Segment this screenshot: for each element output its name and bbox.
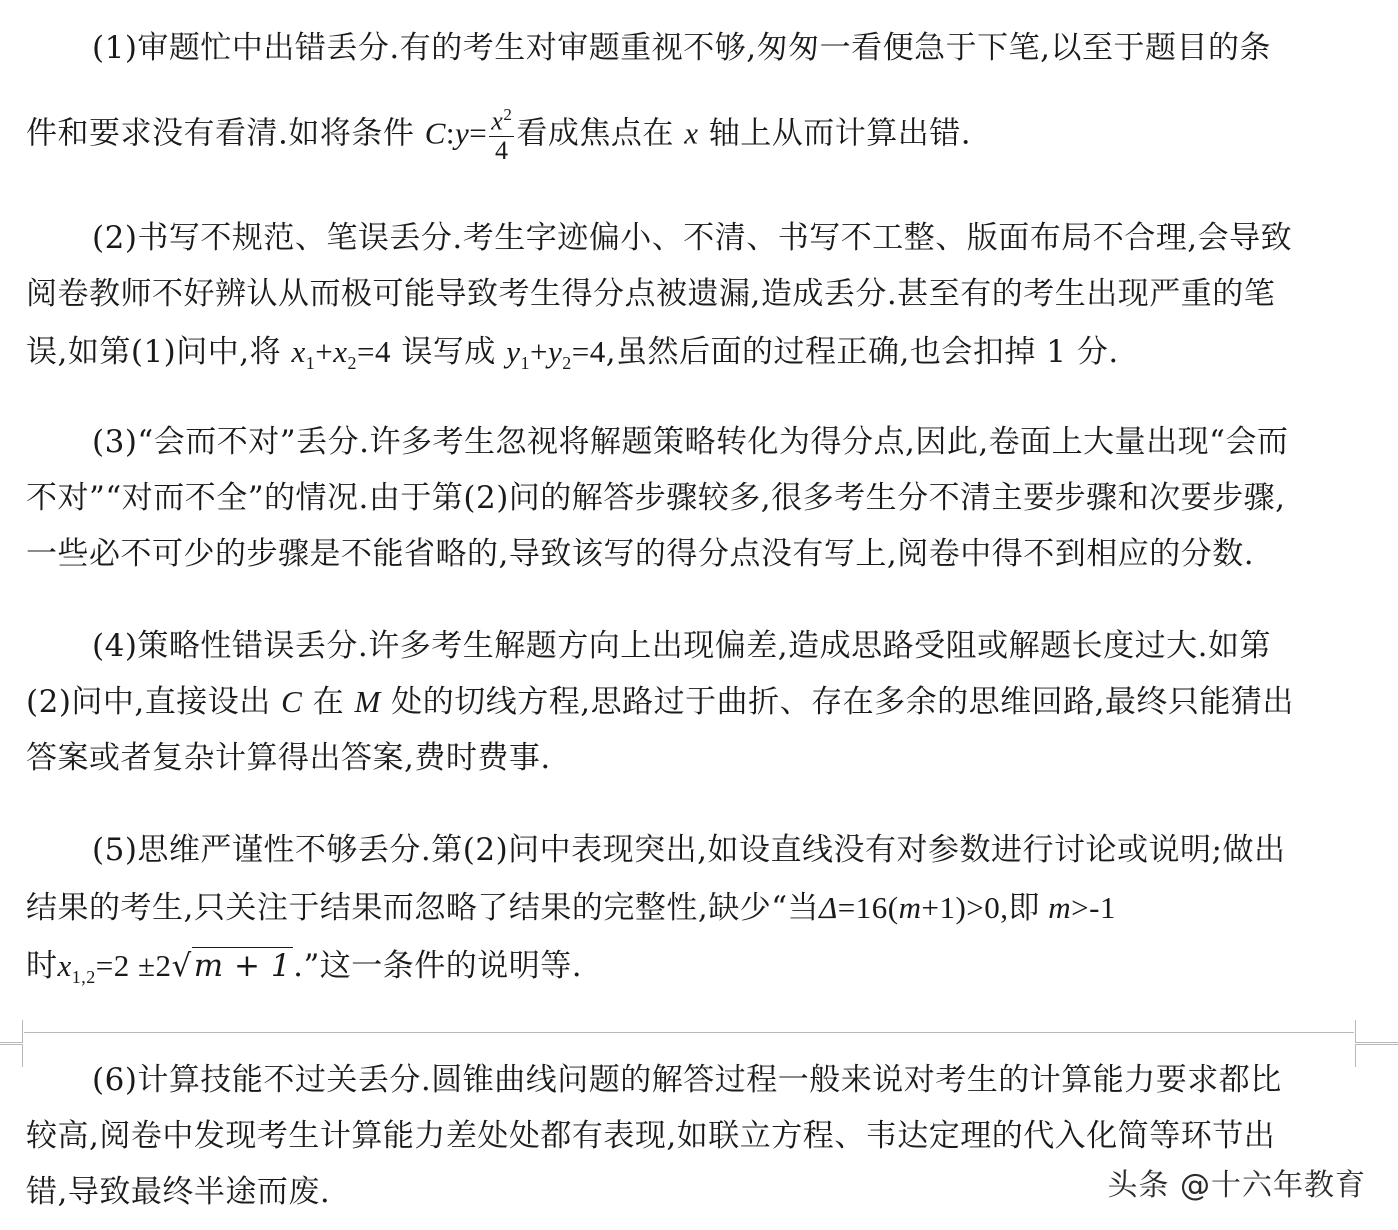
- page-corner-top-left: [0, 1020, 23, 1043]
- p4-line1: (4)策略性错误丢分.许多考生解题方向上出现偏差,造成思路受阻或解题长度过大.如第: [92, 628, 1271, 664]
- p4-line2: (2)问中,直接设出 C 在 M 处的切线方程,思路过于曲折、存在多余的思维回路,最终只能猜出: [26, 684, 1294, 720]
- p6-line3: 错,导致最终半途而废.: [26, 1174, 331, 1210]
- p2-line2: 阅卷教师不好辨认从而极可能导致考生得分点被遗漏,造成丢分.甚至有的考生出现严重的笔: [26, 276, 1276, 312]
- paragraph-5: [26, 822, 1356, 992]
- p6-line1: (6)计算技能不过关丢分.圆锥曲线问题的解答过程一般来说对考生的计算能力要求都比: [92, 1062, 1282, 1098]
- p1-line1: (1)审题忙中出错丢分.有的考生对审题重视不够,匆匆一看便急于下笔,以至于题目的条: [92, 30, 1271, 66]
- p4-line3: 答案或者复杂计算得出答案,费时费事.: [26, 740, 551, 776]
- sqrt-expression: √m + 1: [171, 948, 292, 984]
- p1-line2: 件和要求没有看清.如将条件 C:y= $\frac{x^2}{4}$ 看成焦点在 x 轴上从而计算出错.: [26, 105, 972, 165]
- paragraph-4: [26, 618, 1356, 778]
- p6-line2: 较高,阅卷中发现考生计算能力差处处都有表现,如联立方程、韦达定理的代入化简等环节出: [26, 1118, 1276, 1154]
- page-break-separator: [0, 1030, 1398, 1046]
- paragraph-2: [26, 210, 1356, 374]
- page-break-rule: [24, 1032, 1354, 1033]
- p3-line1: (3)“会而不对”丢分.许多考生忽视将解题策略转化为得分点,因此,卷面上大量出现“会而: [92, 424, 1289, 460]
- p2-line1: (2)书写不规范、笔误丢分.考生字迹偏小、不清、书写不工整、版面布局不合理,会导致: [92, 220, 1293, 256]
- p3-line3: 一些必不可少的步骤是不能省略的,导致该写的得分点没有写上,阅卷中得不到相应的分数.: [26, 536, 1255, 572]
- p2-line3: 误,如第(1)问中,将 $x_1+x_2=4$ 误写成 $y_1+y_2=4$,虽然后面的过程正确,也会扣掉 1 分.: [26, 334, 1119, 374]
- p5-line2: 结果的考生,只关注于结果而忽略了结果的完整性,缺少“当Δ=16(m+1)>0,即 m>-1: [26, 890, 1116, 926]
- page-corner-bottom-right: [1355, 1044, 1398, 1067]
- paragraph-3: [26, 414, 1356, 574]
- p3-line2: 不对”“对而不全”的情况.由于第(2)问的解答步骤较多,很多考生分不清主要步骤和次要步骤,: [26, 480, 1286, 516]
- fraction-x2-over-4: $\frac{x^2}{4}$: [491, 105, 513, 165]
- page-corner-bottom-left: [0, 1044, 23, 1067]
- watermark: 头条 @十六年教育: [1107, 1168, 1366, 1203]
- page-corner-top-right: [1355, 1020, 1398, 1043]
- paragraph-1: [26, 20, 1356, 165]
- p5-line1: (5)思维严谨性不够丢分.第(2)问中表现突出,如设直线没有对参数进行讨论或说明;做出: [92, 832, 1286, 868]
- p5-line3: 时$x_{1,2}=2 \pm 2√m + 1$.”这一条件的说明等.: [26, 948, 583, 988]
